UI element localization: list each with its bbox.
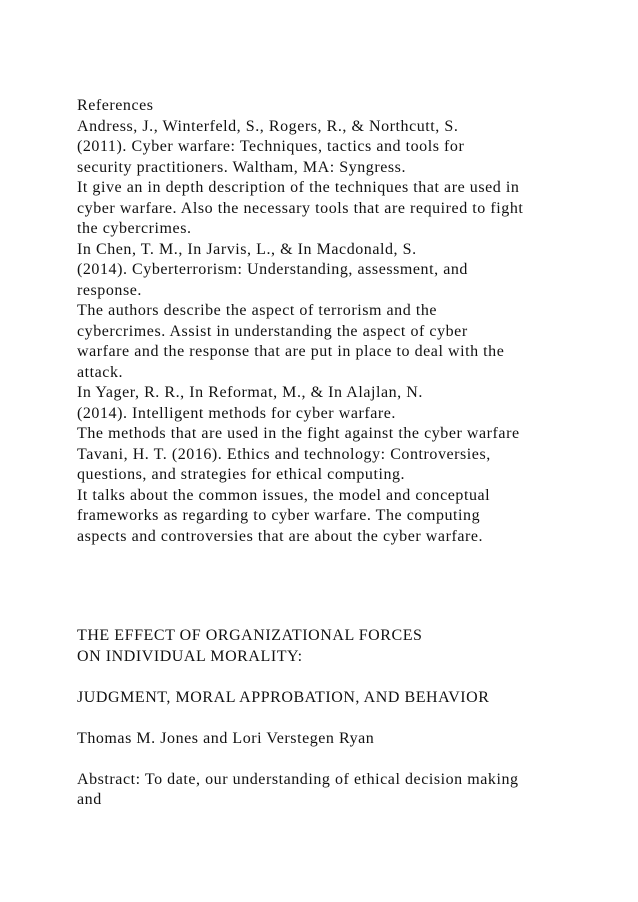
reference-line: cyber warfare. Also the necessary tools that are required to fight — [77, 199, 524, 217]
article-title-line-1: THE EFFECT OF ORGANIZATIONAL FORCES — [77, 627, 423, 644]
reference-line: In Chen, T. M., In Jarvis, L., & In Macdonald, S. — [77, 240, 417, 258]
reference-line: (2014). Cyberterrorism: Understanding, assessment, and — [77, 261, 468, 278]
article-section — [77, 626, 617, 811]
abstract-line-2: and — [77, 791, 102, 808]
reference-line: frameworks as regarding to cyber warfare. The computing — [77, 507, 481, 524]
reference-line: (2014). Intelligent methods for cyber warfare. — [77, 404, 396, 422]
spacer — [77, 667, 617, 688]
reference-line: warfare and the response that are put in place to deal with the — [77, 343, 505, 360]
references-section — [77, 96, 617, 547]
reference-line: In Yager, R. R., In Reformat, M., & In Alajlan, N. — [77, 384, 423, 401]
references-heading: References — [77, 97, 154, 114]
reference-line: the cybercrimes. — [77, 220, 192, 237]
reference-line: security practitioners. Waltham, MA: Syngress. — [77, 158, 406, 176]
reference-line: response. — [77, 281, 142, 299]
article-subtitle: JUDGMENT, MORAL APPROBATION, AND BEHAVIOR — [77, 688, 490, 706]
spacer — [77, 749, 617, 770]
reference-line: aspects and controversies that are about the cyber warfare. — [77, 527, 484, 545]
article-authors: Thomas M. Jones and Lori Verstegen Ryan — [77, 729, 375, 747]
reference-line: (2011). Cyber warfare: Techniques, tactics and tools for — [77, 138, 465, 155]
reference-line: The methods that are used in the fight against the cyber warfare — [77, 425, 520, 442]
abstract-line-1: Abstract: To date, our understanding of ethical decision making — [77, 770, 519, 788]
spacer — [77, 708, 617, 729]
article-title-line-2: ON INDIVIDUAL MORALITY: — [77, 647, 303, 665]
reference-line: It give an in depth description of the techniques that are used in — [77, 179, 520, 196]
reference-line: Andress, J., Winterfeld, S., Rogers, R., & Northcutt, S. — [77, 117, 459, 135]
reference-line: It talks about the common issues, the model and conceptual — [77, 486, 491, 504]
reference-line: Tavani, H. T. (2016). Ethics and technology: Controversies, — [77, 445, 491, 463]
reference-line: cybercrimes. Assist in understanding the aspect of cyber — [77, 322, 468, 340]
reference-line: questions, and strategies for ethical computing. — [77, 466, 406, 483]
reference-line: attack. — [77, 363, 124, 381]
reference-line: The authors describe the aspect of terrorism and the — [77, 302, 438, 319]
